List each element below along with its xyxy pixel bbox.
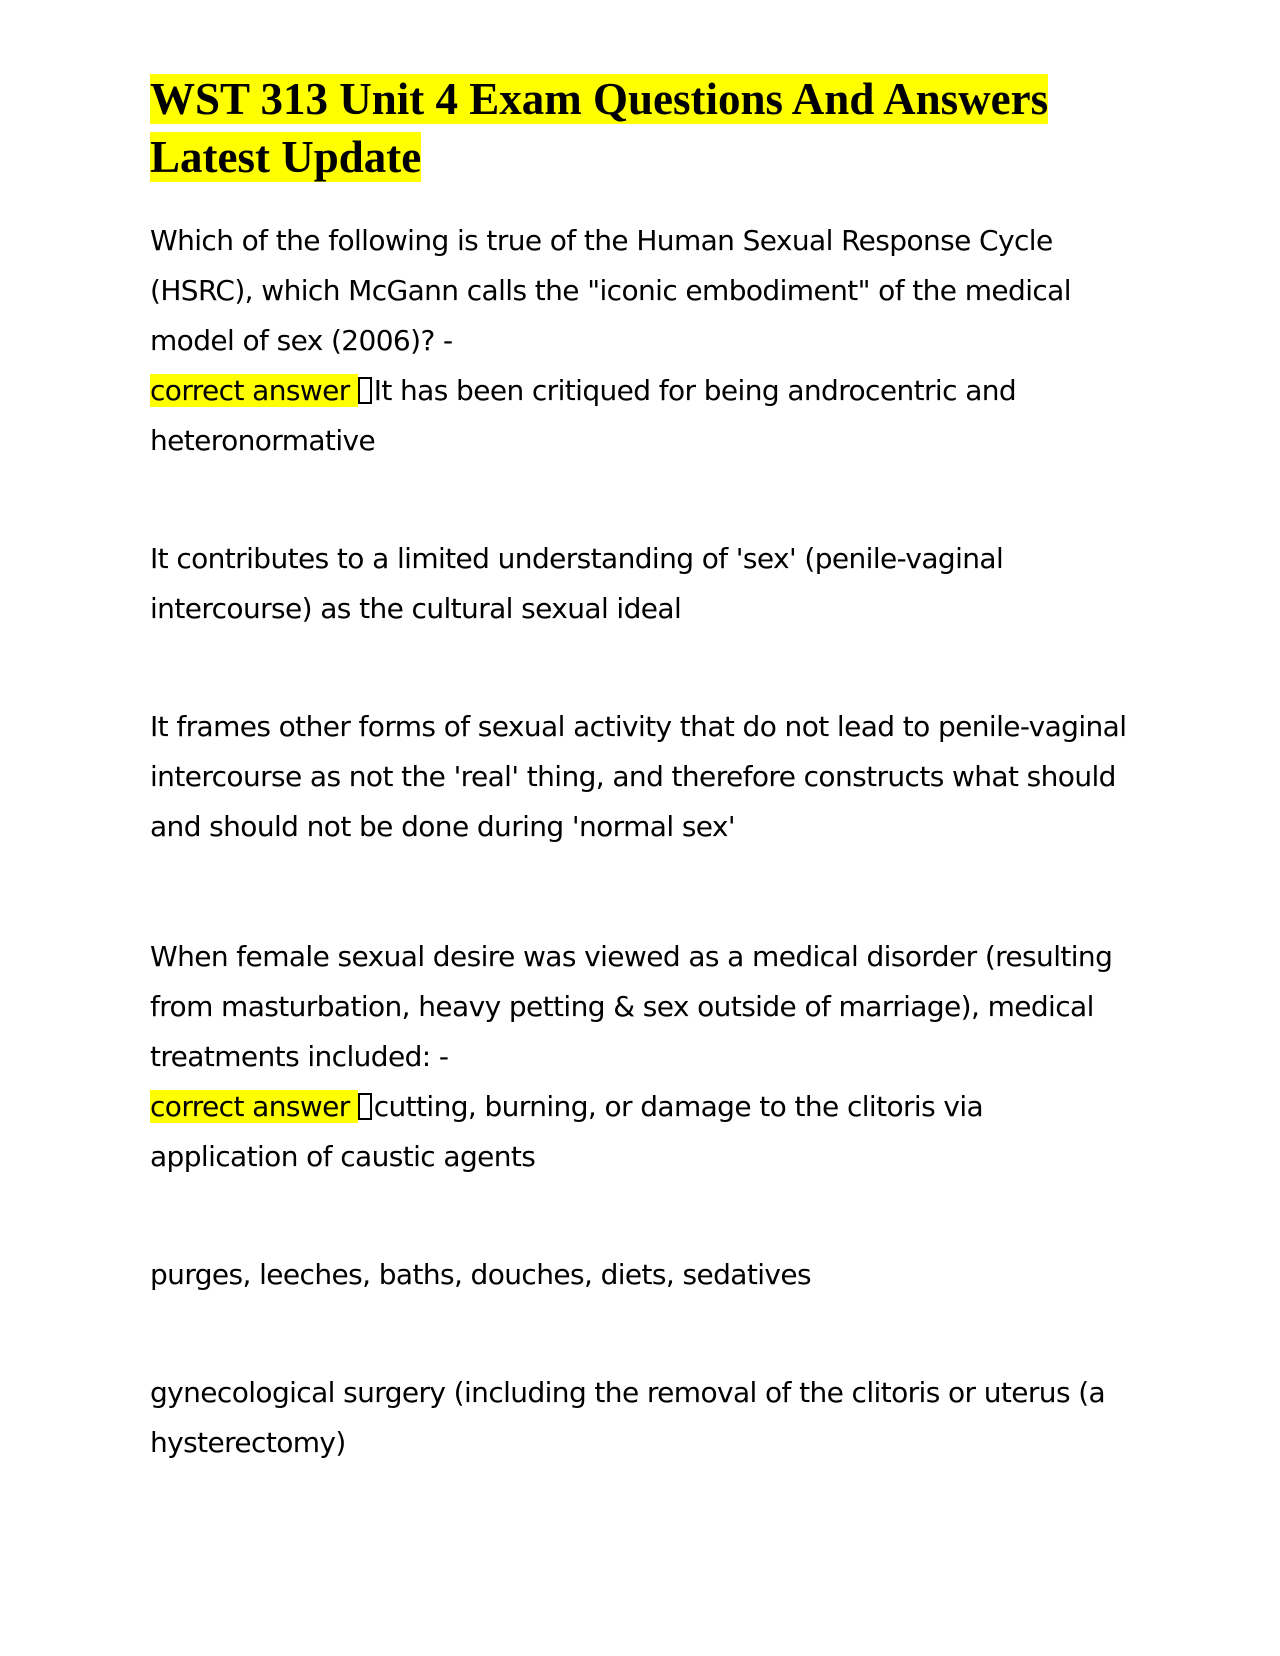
document-body xyxy=(150,216,1130,1468)
answer-text: It has been critiqued for being androcentric and heteronormative xyxy=(150,374,1017,457)
correct-answer-label: correct answer xyxy=(150,374,358,407)
title-highlight: WST 313 Unit 4 Exam Questions And Answers Latest Update xyxy=(150,74,1049,182)
question-spacer xyxy=(150,852,1130,932)
question-block-1 xyxy=(150,216,1130,852)
question-block-2 xyxy=(150,932,1130,1468)
answer-line xyxy=(150,1082,1130,1182)
paragraph-spacer xyxy=(150,466,1130,534)
paragraph-spacer xyxy=(150,634,1130,702)
paragraph-spacer xyxy=(150,1300,1130,1368)
document-page xyxy=(150,70,1130,1468)
answer-text: cutting, burning, or damage to the clitoris via application of caustic agents xyxy=(150,1090,984,1173)
paragraph-spacer xyxy=(150,1182,1130,1250)
question-text: When female sexual desire was viewed as a medical disorder (resulting from masturbation, heavy petting & sex outside of marriage), medical treatments included: - xyxy=(150,940,1113,1073)
question-text: Which of the following is true of the Human Sexual Response Cycle (HSRC), which McGann calls the "iconic embodiment" of the medical model of sex (2006)? - xyxy=(150,224,1071,357)
answer-point: gynecological surgery (including the removal of the clitoris or uterus (a hysterectomy) xyxy=(150,1376,1106,1459)
box-icon xyxy=(358,377,372,404)
correct-answer-label: correct answer xyxy=(150,1090,358,1123)
answer-point: purges, leeches, baths, douches, diets, sedatives xyxy=(150,1258,812,1291)
box-icon xyxy=(358,1093,372,1120)
answer-point: It frames other forms of sexual activity that do not lead to penile-vaginal intercourse as not the 'real' thing, and therefore constructs what should and should not be done during 'normal sex' xyxy=(150,710,1127,843)
answer-point: It contributes to a limited understanding of 'sex' (penile-vaginal intercourse) as the cultural sexual ideal xyxy=(150,542,1004,625)
answer-line xyxy=(150,366,1130,466)
document-title xyxy=(150,70,1130,186)
